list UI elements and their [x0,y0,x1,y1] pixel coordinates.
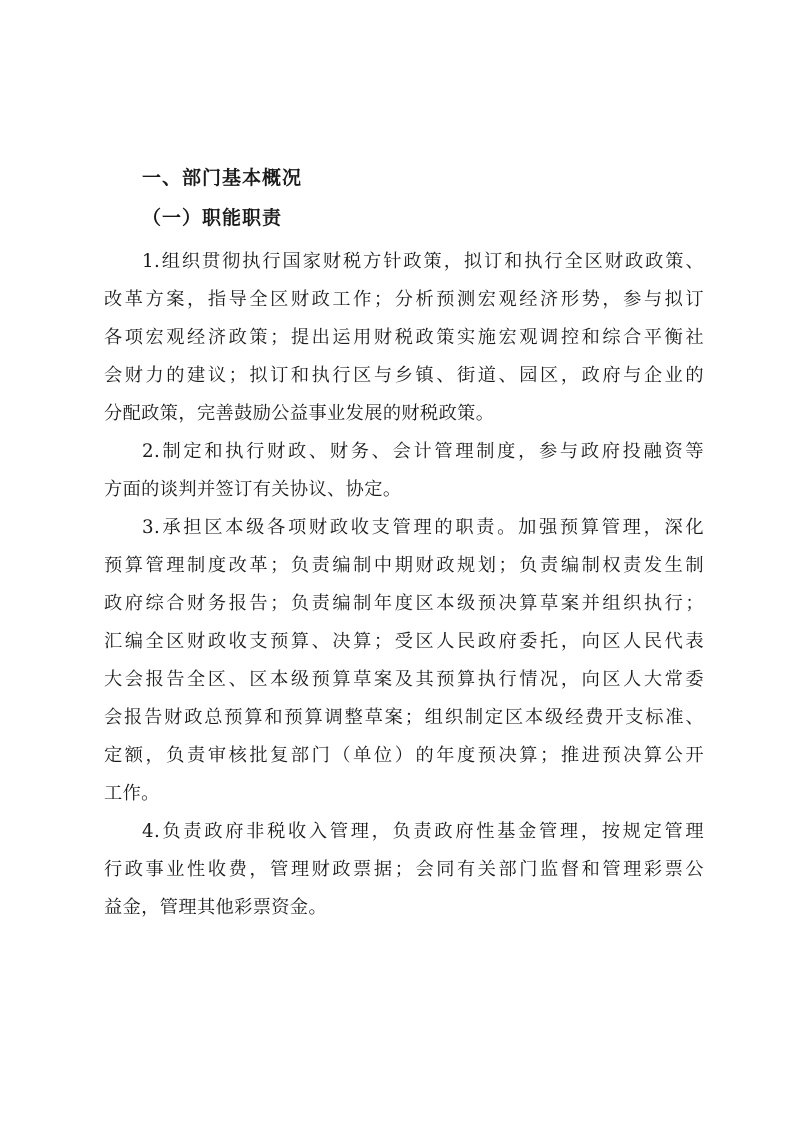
paragraph-line: 汇编全区财政收支预算、决算；受区人民政府委托，向区人民代表 [104,631,704,652]
paragraph-line: 会报告财政总预算和预算调整草案；组织制定区本级经费开支标准、 [104,707,704,728]
paragraph-line: 政府综合财务报告；负责编制年度区本级预决算草案并组织执行； [104,593,704,614]
paragraph-line: 预算管理制度改革；负责编制中期财政规划；负责编制权责发生制 [104,555,704,576]
paragraph-1 [104,243,704,433]
paragraph-line: 3.承担区本级各项财政收支管理的职责。加强预算管理，深化 [142,517,704,538]
paragraph-line: 分配政策，完善鼓励公益事业发展的财税政策。 [104,403,495,424]
paragraph-2 [104,433,704,509]
subsection-heading: （一）职能职责 [142,207,283,229]
paragraph-line: 1.组织贯彻执行国家财税方针政策，拟订和执行全区财政政策、 [142,251,704,272]
paragraph-line: 2.制定和执行财政、财务、会计管理制度，参与政府投融资等 [142,441,704,462]
paragraph-line: 方面的谈判并签订有关协议、协定。 [104,479,402,500]
paragraph-line: 改革方案，指导全区财政工作；分析预测宏观经济形势，参与拟订 [104,289,704,310]
paragraph-line: 定额，负责审核批复部门（单位）的年度预决算；推进预决算公开 [104,745,704,766]
paragraph-3 [104,509,704,813]
paragraph-line: 各项宏观经济政策；提出运用财税政策实施宏观调控和综合平衡社 [104,327,704,348]
body-text [104,243,704,927]
paragraph-4 [104,813,704,927]
paragraph-line: 工作。 [104,783,160,804]
paragraph-line: 行政事业性收费，管理财政票据；会同有关部门监督和管理彩票公 [104,859,704,880]
paragraph-line: 益金，管理其他彩票资金。 [104,897,328,918]
paragraph-line: 大会报告全区、区本级预算草案及其预算执行情况，向区人大常委 [104,669,704,690]
section-heading: 一、部门基本概况 [142,167,303,189]
paragraph-line: 4.负责政府非税收入管理，负责政府性基金管理，按规定管理 [142,821,704,842]
paragraph-line: 会财力的建议；拟订和执行区与乡镇、街道、园区，政府与企业的 [104,365,704,386]
